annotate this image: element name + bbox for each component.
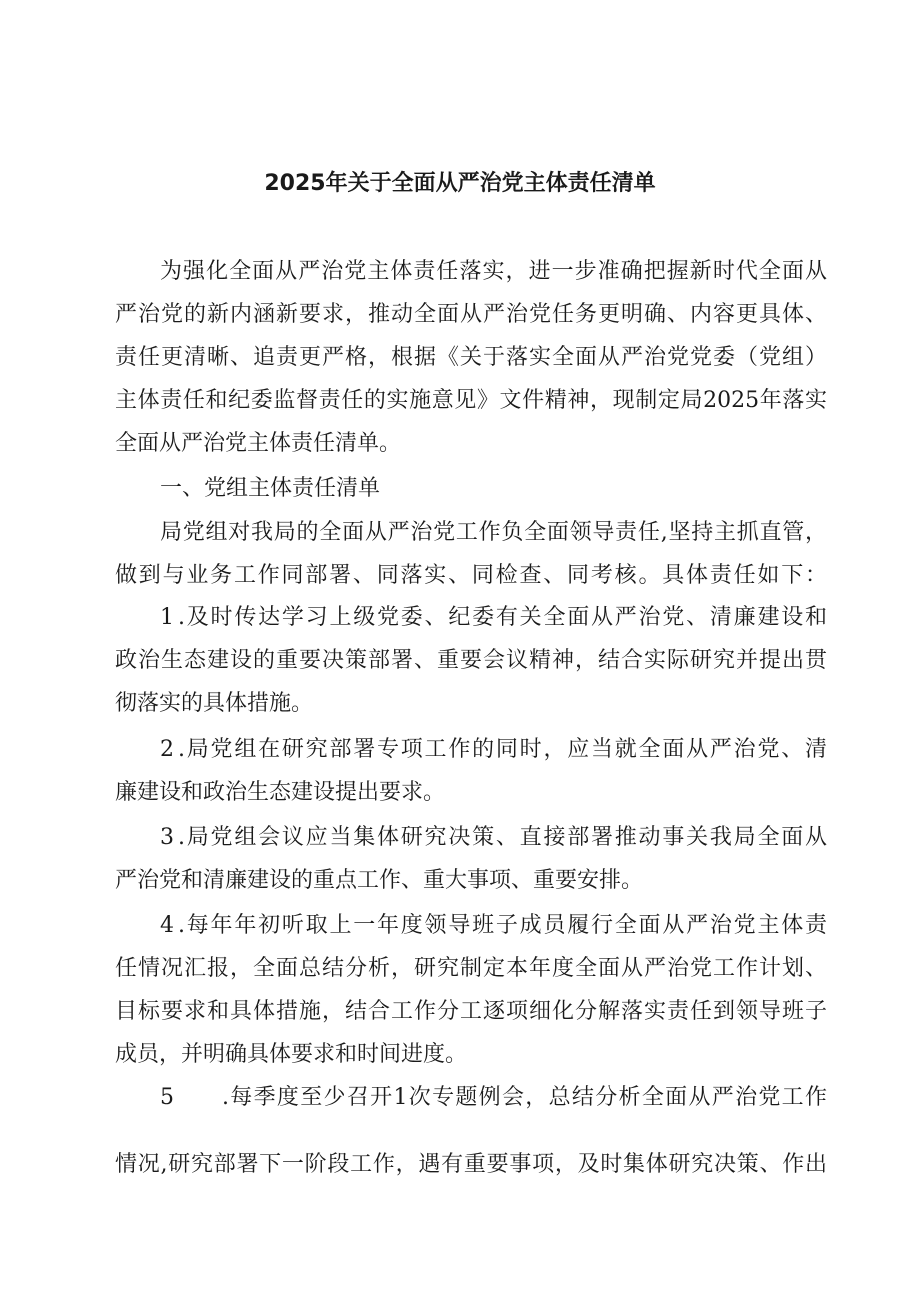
intro-line-2: 严治党的新内涵新要求，推动全面从严治党任务更明确、内容更具体、 (115, 302, 827, 327)
section-heading: 一、党组主体责任清单 (160, 476, 381, 501)
item-number: 1 (160, 605, 174, 630)
intro-line-4: 主体责任和纪委监督责任的实施意见》文件精神，现制定局2025年落实 (115, 388, 827, 413)
item-3-line-1: .局党组会议应当集体研究决策、直接部署推动事关我局全面从 (178, 825, 827, 850)
item-2-line-2: 廉建设和政治生态建设提出要求。 (115, 780, 446, 805)
item-2-line-1: .局党组在研究部署专项工作的同时，应当就全面从严治党、清 (178, 737, 827, 762)
item-5-line-1: .每季度至少召开1次专题例会，总结分析全面从严治党工作 (222, 1085, 827, 1110)
item-4-line-2: 任情况汇报，全面总结分析，研究制定本年度全面从严治党工作计划、 (115, 956, 827, 981)
item-5-line-2: 情况,研究部署下一阶段工作，遇有重要事项，及时集体研究决策、作出 (115, 1152, 827, 1177)
item-number: 3 (160, 825, 174, 850)
intro-line-3: 责任更清晰、追责更严格，根据《关于落实全面从严治党党委（党组） (115, 345, 827, 370)
lead-line-1: 局党组对我局的全面从严治党工作负全面领导责任,坚持主抓直管， (160, 520, 827, 545)
item-4-line-3: 目标要求和具体措施，结合工作分工逐项细化分解落实责任到领导班子 (115, 999, 827, 1024)
item-1-line-1: .及时传达学习上级党委、纪委有关全面从严治党、清廉建设和 (178, 605, 827, 630)
intro-line-1: 为强化全面从严治党主体责任落实，进一步准确把握新时代全面从 (160, 259, 827, 284)
lead-line-2: 做到与业务工作同部署、同落实、同检查、同考核。具体责任如下： (115, 563, 827, 588)
item-1-line-2: 政治生态建设的重要决策部署、重要会议精神，结合实际研究并提出贯 (115, 648, 827, 673)
item-4-line-4: 成员，并明确具体要求和时间进度。 (115, 1042, 468, 1067)
document-title: 2025年关于全面从严治党主体责任清单 (264, 171, 656, 196)
item-3-line-2: 严治党和清廉建设的重点工作、重大事项、重要安排。 (115, 868, 644, 893)
item-number: 4 (160, 913, 174, 938)
item-1-line-3: 彻落实的具体措施。 (115, 691, 314, 716)
item-number: 2 (160, 737, 174, 762)
item-4-line-1: .每年年初听取上一年度领导班子成员履行全面从严治党主体责 (178, 913, 827, 938)
intro-line-5: 全面从严治党主体责任清单。 (115, 431, 402, 456)
item-number: 5 (160, 1085, 174, 1110)
